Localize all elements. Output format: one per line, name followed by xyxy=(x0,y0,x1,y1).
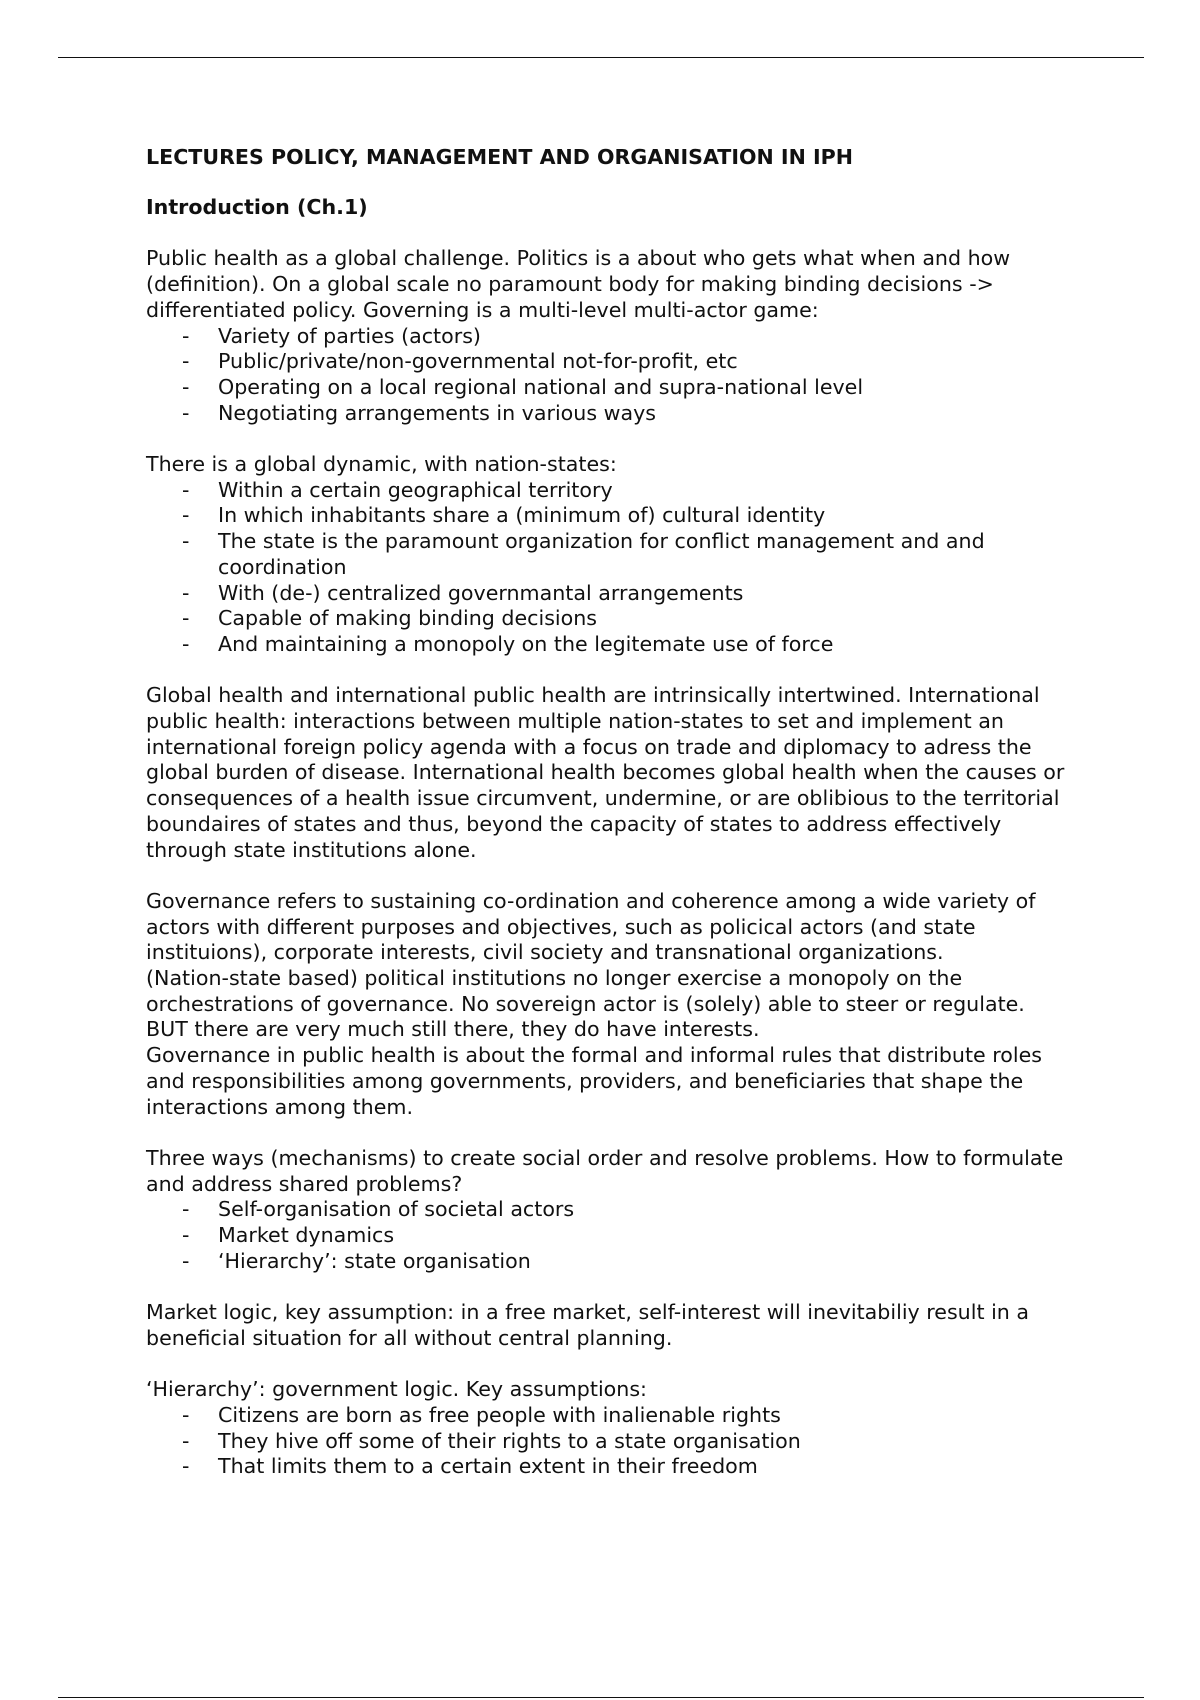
list-item xyxy=(146,581,1066,607)
list-item-text: ‘Hierarchy’: state organisation xyxy=(218,1248,531,1273)
list-item-text: Negotiating arrangements in various ways xyxy=(218,400,656,425)
bullet-marker: - xyxy=(182,529,190,554)
paragraph: Three ways (mechanisms) to create social order and resolve problems. How to formulate and address shared problems? xyxy=(146,1145,1064,1196)
list-item-text: That limits them to a certain extent in their freedom xyxy=(218,1454,758,1479)
list-item xyxy=(146,1223,1066,1249)
bullet-marker: - xyxy=(182,503,190,528)
list-item-text: Public/private/non-governmental not-for-profit, etc xyxy=(218,349,738,374)
list-item-text: Market dynamics xyxy=(218,1223,395,1248)
paragraph: There is a global dynamic, with nation-states: xyxy=(146,452,617,477)
list-item xyxy=(146,1249,1066,1275)
list-item-text: They hive off some of their rights to a state organisation xyxy=(218,1428,801,1453)
bullet-marker: - xyxy=(182,349,190,374)
bullet-marker: - xyxy=(182,1402,190,1427)
bullet-marker: - xyxy=(182,1223,190,1248)
section-public-health-challenge xyxy=(146,246,1066,426)
section-market-logic xyxy=(146,1300,1066,1351)
list-item xyxy=(146,324,1066,350)
bullet-marker: - xyxy=(182,374,190,399)
list-item xyxy=(146,349,1066,375)
list-item xyxy=(146,503,1066,529)
list-item xyxy=(146,606,1066,632)
section-nation-states xyxy=(146,452,1066,658)
list-item-text: Capable of making binding decisions xyxy=(218,606,598,631)
list-item-text: In which inhabitants share a (minimum of) cultural identity xyxy=(218,503,826,528)
header-rule xyxy=(58,57,1144,58)
bullet-list xyxy=(146,1197,1066,1274)
bullet-marker: - xyxy=(182,400,190,425)
list-item xyxy=(146,1197,1066,1223)
list-item xyxy=(146,1403,1066,1429)
paragraph: Market logic, key assumption: in a free market, self-interest will inevitabiliy result in a beneficial situation for all without central planning. xyxy=(146,1300,1030,1350)
section-social-order-mechanisms xyxy=(146,1146,1066,1275)
list-item xyxy=(146,401,1066,427)
list-item-text: Self-organisation of societal actors xyxy=(218,1197,575,1222)
paragraph: Public health as a global challenge. Politics is a about who gets what when and how (definition). On a global scale no paramount body for making binding decisions -> differentiated policy. Governing is a multi-level multi-actor game: xyxy=(146,246,1011,322)
paragraph: (Nation-state based) political institutions no longer exercise a monopoly on the orchestrations of governance. No sovereign actor is (solely) able to steer or regulate. BUT there are very much still there, they do have interests. xyxy=(146,966,1025,1042)
paragraph: ‘Hierarchy’: government logic. Key assumptions: xyxy=(146,1377,647,1402)
bullet-marker: - xyxy=(182,1248,190,1273)
bullet-list xyxy=(146,478,1066,658)
document-title: LECTURES POLICY, MANAGEMENT AND ORGANISATION IN IPH xyxy=(146,145,853,169)
list-item xyxy=(146,478,1066,504)
list-item-text: Citizens are born as free people with inalienable rights xyxy=(218,1402,781,1427)
list-item xyxy=(146,1429,1066,1455)
section-global-health xyxy=(146,683,1066,863)
paragraph: Governance in public health is about the formal and informal rules that distribute roles and responsibilities among governments, providers, and beneficiaries that shape the interactions among them. xyxy=(146,1043,1043,1119)
bullet-list xyxy=(146,324,1066,427)
paragraph: Global health and international public health are intrinsically intertwined. International public health: interactions between multiple nation-states to set and implement an international foreign policy agenda with a focus on trade and diplomacy to adress the global burden of disease. International health becomes global health when the causes or consequences of a health issue circumvent, undermine, or are oblibious to the territorial boundaires of states and thus, beyond the capacity of states to address effectively through state institutions alone. xyxy=(146,683,1065,862)
list-item xyxy=(146,529,1066,580)
document-body xyxy=(146,145,1066,1506)
bullet-marker: - xyxy=(182,580,190,605)
list-item-text: Variety of parties (actors) xyxy=(218,323,481,348)
section-hierarchy xyxy=(146,1377,1066,1480)
list-item-text: Operating on a local regional national and supra-national level xyxy=(218,374,864,399)
section-heading: Introduction (Ch.1) xyxy=(146,194,368,219)
bullet-marker: - xyxy=(182,631,190,656)
list-item-text: And maintaining a monopoly on the legitemate use of force xyxy=(218,631,834,656)
bullet-marker: - xyxy=(182,477,190,502)
list-item-text: The state is the paramount organization for conflict management and and coordination xyxy=(218,529,985,579)
paragraph: Governance refers to sustaining co-ordination and coherence among a wide variety of actors with different purposes and objectives, such as policical actors (and state instituions), corporate interests, civil society and transnational organizations. xyxy=(146,888,1036,965)
bullet-marker: - xyxy=(182,1454,190,1479)
bullet-marker: - xyxy=(182,606,190,631)
bullet-marker: - xyxy=(182,323,190,348)
list-item xyxy=(146,632,1066,658)
bullet-list xyxy=(146,1403,1066,1480)
section-governance xyxy=(146,889,1066,1120)
list-item xyxy=(146,375,1066,401)
list-item-text: With (de-) centralized governmantal arrangements xyxy=(218,580,744,605)
bullet-marker: - xyxy=(182,1197,190,1222)
footer-rule xyxy=(58,1697,1144,1698)
list-item-text: Within a certain geographical territory xyxy=(218,477,613,502)
bullet-marker: - xyxy=(182,1428,190,1453)
list-item xyxy=(146,1454,1066,1480)
